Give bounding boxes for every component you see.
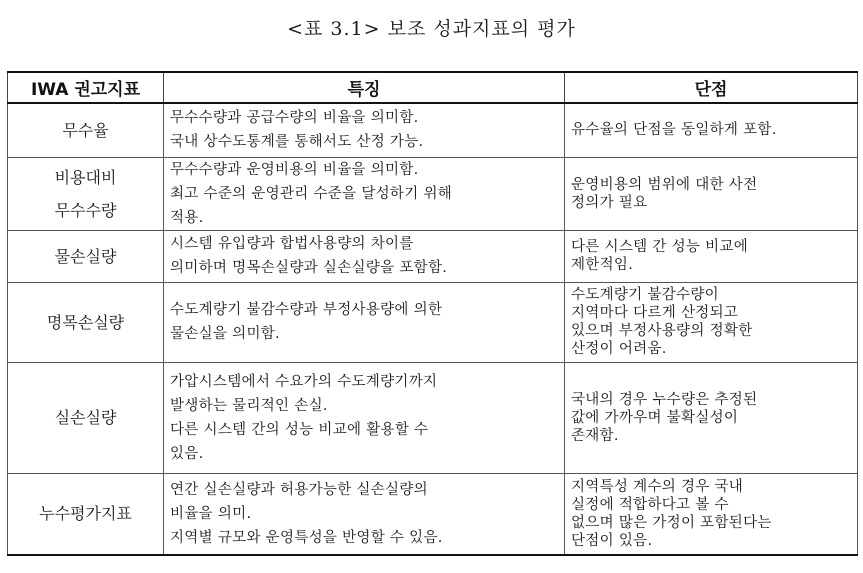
indicator-name: 비용대비: [54, 167, 117, 187]
weaknesses-cell: [565, 473, 858, 555]
features-cell: [164, 362, 565, 473]
indicator-name: 물손실량: [54, 246, 117, 266]
indicator-name: 무수율: [62, 120, 109, 140]
feature-line: 다른 시스템 간의 성능 비교에 활용할 수: [170, 421, 429, 438]
weakness-line: 수도계량기 불감수량이: [571, 287, 719, 303]
indicator-cell: [8, 103, 164, 157]
weakness-line: 없으며 많은 가정이 포함된다는: [571, 514, 772, 531]
feature-line: 시스템 유입량과 합법사용량의 차이를: [170, 236, 414, 252]
table-row: [8, 157, 858, 230]
indicator-name: 무수수량: [54, 200, 117, 220]
feature-line: 가압시스템에서 수요가의 수도계량기까지: [170, 373, 438, 390]
indicator-cell: [8, 473, 164, 555]
table-row: [8, 103, 858, 157]
weakness-line: 존재함.: [571, 427, 619, 444]
feature-line: 연간 실손실량과 허용가능한 실손실량의: [170, 481, 428, 498]
features-cell: [164, 282, 565, 362]
table-header-row: [8, 72, 858, 103]
feature-line: 의미하며 명목손실량과 실손실량을 포함함.: [170, 260, 448, 276]
weaknesses-cell: [565, 103, 858, 157]
feature-line: 적용.: [170, 209, 204, 226]
features-cell: [164, 103, 565, 157]
indicator-name: 실손실량: [54, 408, 117, 427]
weakness-line: 지역특성 계수의 경우 국내: [571, 478, 744, 495]
weaknesses-cell: [565, 157, 858, 230]
table-row: [8, 230, 858, 282]
evaluation-table: [7, 71, 858, 556]
weakness-line: 지역마다 다르게 산정되고: [571, 305, 739, 321]
table-caption: <표 3.1> 보조 성과지표의 평가: [287, 18, 576, 40]
indicator-name: 누수평가지표: [39, 504, 132, 524]
indicator-cell: [8, 362, 164, 473]
features-cell: [164, 157, 565, 230]
weakness-line: 있으며 부정사용량의 정확한: [571, 323, 753, 339]
weakness-line: 다른 시스템 간 성능 비교에: [571, 239, 749, 255]
features-cell: [164, 230, 565, 282]
feature-line: 비율을 의미.: [170, 505, 252, 522]
header-features: 특징: [164, 72, 565, 103]
header-weaknesses: 단점: [565, 72, 858, 103]
table-row: [8, 362, 858, 473]
feature-line: 무수수량과 운영비용의 비율을 의미함.: [170, 161, 419, 178]
weakness-line: 운영비용의 범위에 대한 사전: [571, 176, 758, 193]
table-row: [8, 473, 858, 555]
feature-line: 수도계량기 불감수량과 부정사용량에 의한: [170, 302, 443, 318]
weakness-line: 국내의 경우 누수량은 추정된: [571, 391, 758, 408]
weaknesses-cell: [565, 282, 858, 362]
feature-line: 무수수량과 공급수량의 비율을 의미함.: [170, 110, 419, 127]
weakness-line: 정의가 필요: [571, 194, 648, 211]
feature-line: 국내 상수도통계를 통해서도 산정 가능.: [170, 134, 424, 151]
feature-line: 발생하는 물리적인 손실.: [170, 397, 328, 414]
indicator-cell: [8, 157, 164, 230]
weakness-line: 유수율의 단점을 동일하게 포함.: [571, 122, 777, 139]
weakness-line: 값에 가까우며 불확실성이: [571, 409, 739, 426]
weaknesses-cell: [565, 230, 858, 282]
feature-line: 최고 수준의 운영관리 수준을 달성하기 위해: [170, 185, 453, 202]
feature-line: 지역별 규모와 운영특성을 반영할 수 있음.: [170, 529, 443, 546]
weakness-line: 실정에 적합하다고 볼 수: [571, 496, 729, 513]
indicator-cell: [8, 282, 164, 362]
table-row: [8, 282, 858, 362]
indicator-cell: [8, 230, 164, 282]
weakness-line: 제한적임.: [571, 257, 634, 273]
header-indicator: IWA 권고지표: [8, 72, 164, 103]
weakness-line: 산정이 어려움.: [571, 341, 667, 357]
features-cell: [164, 473, 565, 555]
indicator-name: 명목손실량: [46, 312, 125, 332]
feature-line: 물손실을 의미함.: [170, 326, 280, 342]
weaknesses-cell: [565, 362, 858, 473]
feature-line: 있음.: [170, 445, 204, 462]
weakness-line: 단점이 있음.: [571, 532, 653, 549]
